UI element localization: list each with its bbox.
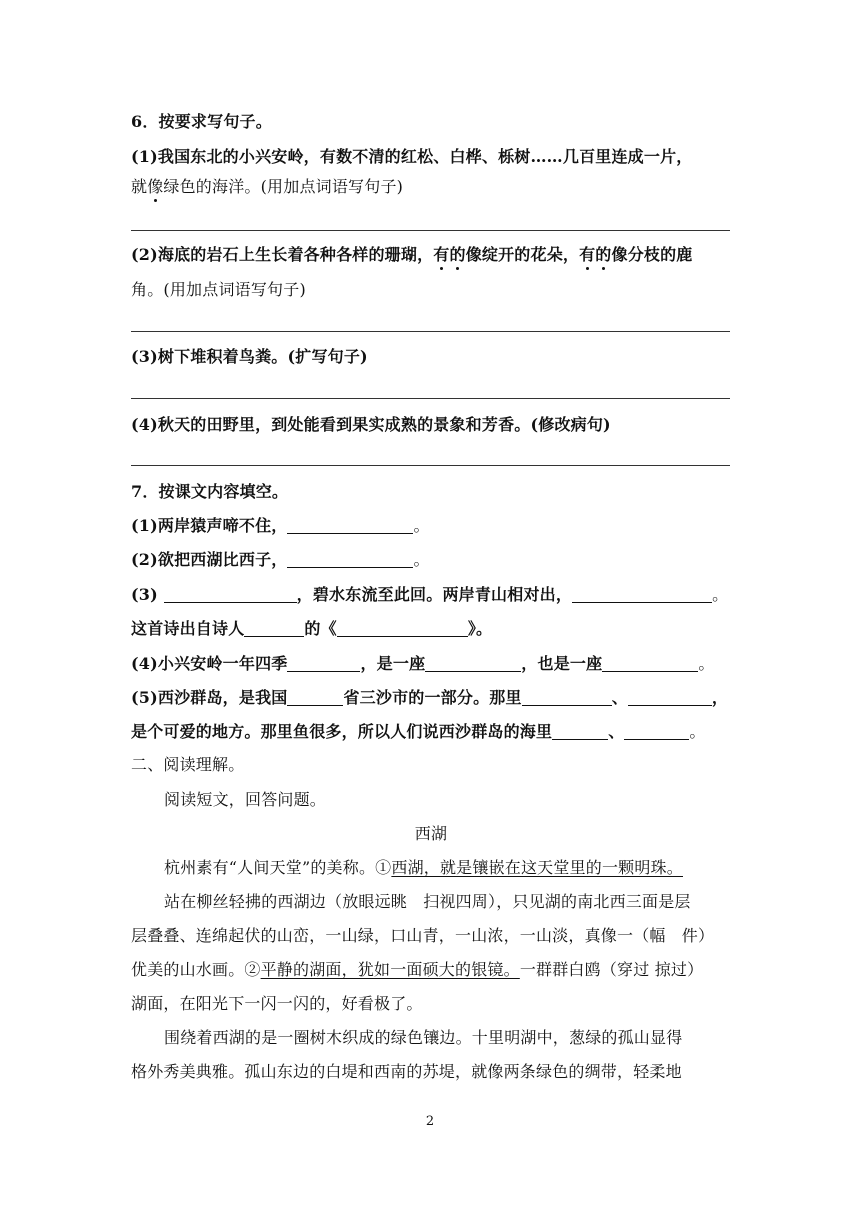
q7-line2 <box>131 549 731 571</box>
underlined-sentence: 西湖，就是镶嵌在这天堂里的一颗明珠。 <box>391 858 683 877</box>
p2-text: 优美的山水画。② <box>131 960 261 979</box>
q7-l6-end: ， <box>711 688 729 707</box>
q7-l4-text: 这首诗出自诗人 <box>131 619 245 638</box>
q7-l6-mid: 省三沙市的一部分。那里 <box>343 688 522 707</box>
q7-l6-text: (5)西沙群岛，是我国 <box>131 688 288 707</box>
q6-s2-line1 <box>131 244 731 266</box>
q6-s2-pre: (2)海底的岩石上生长着各种各样的珊瑚， <box>131 245 434 264</box>
p1-text: 杭州素有“人间天堂”的美称。① <box>164 858 392 877</box>
q6-s4-text: (4)秋天的田野里，到处能看到果实成熟的景象和芳香。(修改病句) <box>131 415 611 434</box>
answer-line[interactable] <box>131 465 730 466</box>
answer-line[interactable] <box>131 331 730 332</box>
dotted-word: 有 <box>433 245 450 264</box>
q7-l7-sep: 、 <box>608 722 625 741</box>
fill-blank[interactable] <box>425 655 521 672</box>
passage-p2-line2: 层叠叠、连绵起伏的山峦，一山绿，口山青，一山浓，一山淡，真像一（幅 件） <box>131 926 715 945</box>
underlined-sentence: 平静的湖面，犹如一面硕大的银镜。 <box>260 960 520 979</box>
fill-blank[interactable] <box>337 620 468 637</box>
fill-blank[interactable] <box>164 586 297 603</box>
q6-title: 6．按要求写句子。 <box>131 112 272 131</box>
passage-p2-line1: 站在柳丝轻拂的西湖边（放眼远眺 扫视四周），只见湖的南北西三面是层 <box>164 892 691 911</box>
q6-s2-post: 像分枝的鹿 <box>611 245 693 264</box>
q7-l7-text: 是个可爱的地方。那里鱼很多，所以人们说西沙群岛的海里 <box>131 722 553 741</box>
q7-l5-text: (4)小兴安岭一年四季 <box>131 654 288 673</box>
fill-blank[interactable] <box>287 655 360 672</box>
reading-instruction: 阅读短文，回答问题。 <box>164 790 327 809</box>
q6-s1-line2 <box>131 176 731 198</box>
fill-blank[interactable] <box>552 723 608 740</box>
passage-p1 <box>164 857 764 879</box>
q6-s4 <box>131 414 731 436</box>
answer-line[interactable] <box>131 398 730 399</box>
q7-l1-text: (1)两岸猿声啼不住， <box>131 516 288 535</box>
q7-l3-label: (3) <box>131 585 164 604</box>
q7-l5-end: 。 <box>698 654 715 673</box>
q7-l3-text: ，碧水东流至此回。两岸青山相对出， <box>296 585 573 604</box>
q7-line7 <box>131 721 731 743</box>
q7-l1-end: 。 <box>413 516 430 535</box>
q7-line5 <box>131 653 731 675</box>
passage-p3-line2: 格外秀美典雅。孤山东边的白堤和西南的苏堤，就像两条绿色的绸带，轻柔地 <box>131 1062 682 1081</box>
dotted-word: 有 <box>579 245 596 264</box>
fill-blank[interactable] <box>287 517 413 534</box>
q7-l5-mid1: ，是一座 <box>360 654 426 673</box>
passage-p3-line1: 围绕着西湖的是一圈树木织成的绿色镶边。十里明湖中，葱绿的孤山显得 <box>164 1028 683 1047</box>
passage-p2-line3 <box>131 959 731 981</box>
q7-title: 7．按课文内容填空。 <box>131 482 289 501</box>
q6-s1-text: (1)我国东北的小兴安岭，有数不清的红松、白桦、栎树……几百里连成一片， <box>131 147 693 166</box>
fill-blank[interactable] <box>624 723 689 740</box>
q7-l2-text: (2)欲把西湖比西子， <box>131 550 288 569</box>
q7-line1 <box>131 515 731 537</box>
q6-s1-line1 <box>131 146 731 168</box>
fill-blank[interactable] <box>287 689 343 706</box>
passage-p2-line4: 湖面，在阳光下一闪一闪的，好看极了。 <box>131 994 423 1013</box>
q6-s1-pre: 就 <box>131 177 148 196</box>
fill-blank[interactable] <box>572 586 712 603</box>
page-number: 2 <box>425 1114 435 1129</box>
fill-blank[interactable] <box>287 551 413 568</box>
q7-l6-sep: 、 <box>611 688 628 707</box>
q6-s2-line2: 角。(用加点词语写句子) <box>131 280 306 299</box>
q6-s1-post: 绿色的海洋。(用加点词语写句子) <box>163 177 404 196</box>
dotted-word: 像 <box>147 177 164 196</box>
q7-l2-end: 。 <box>413 550 430 569</box>
q7-l4-mid: 的《 <box>304 619 337 638</box>
fill-blank[interactable] <box>628 689 712 706</box>
q7-line6 <box>131 687 731 709</box>
p2-text-end: 一群群白鸥（穿过 掠过） <box>519 960 704 979</box>
q7-line4 <box>131 618 731 640</box>
dotted-word: 的 <box>595 245 612 264</box>
q7-l5-mid2: ，也是一座 <box>521 654 603 673</box>
fill-blank[interactable] <box>522 689 612 706</box>
dotted-word: 的 <box>449 245 466 264</box>
passage-title: 西湖 <box>414 824 448 843</box>
q6-s2-mid: 像绽开的花朵， <box>465 245 580 264</box>
q7-l3-end: 。 <box>712 585 729 604</box>
q6-s3-text: (3)树下堆积着鸟粪。(扩写句子) <box>131 347 368 366</box>
q6-s3 <box>131 346 731 368</box>
q7-line3 <box>131 584 731 606</box>
answer-line[interactable] <box>131 230 730 231</box>
q7-l7-end: 。 <box>689 722 706 741</box>
fill-blank[interactable] <box>244 620 304 637</box>
section-heading: 二、阅读理解。 <box>131 755 245 774</box>
fill-blank[interactable] <box>602 655 698 672</box>
q7-l4-end: 》。 <box>467 619 493 638</box>
